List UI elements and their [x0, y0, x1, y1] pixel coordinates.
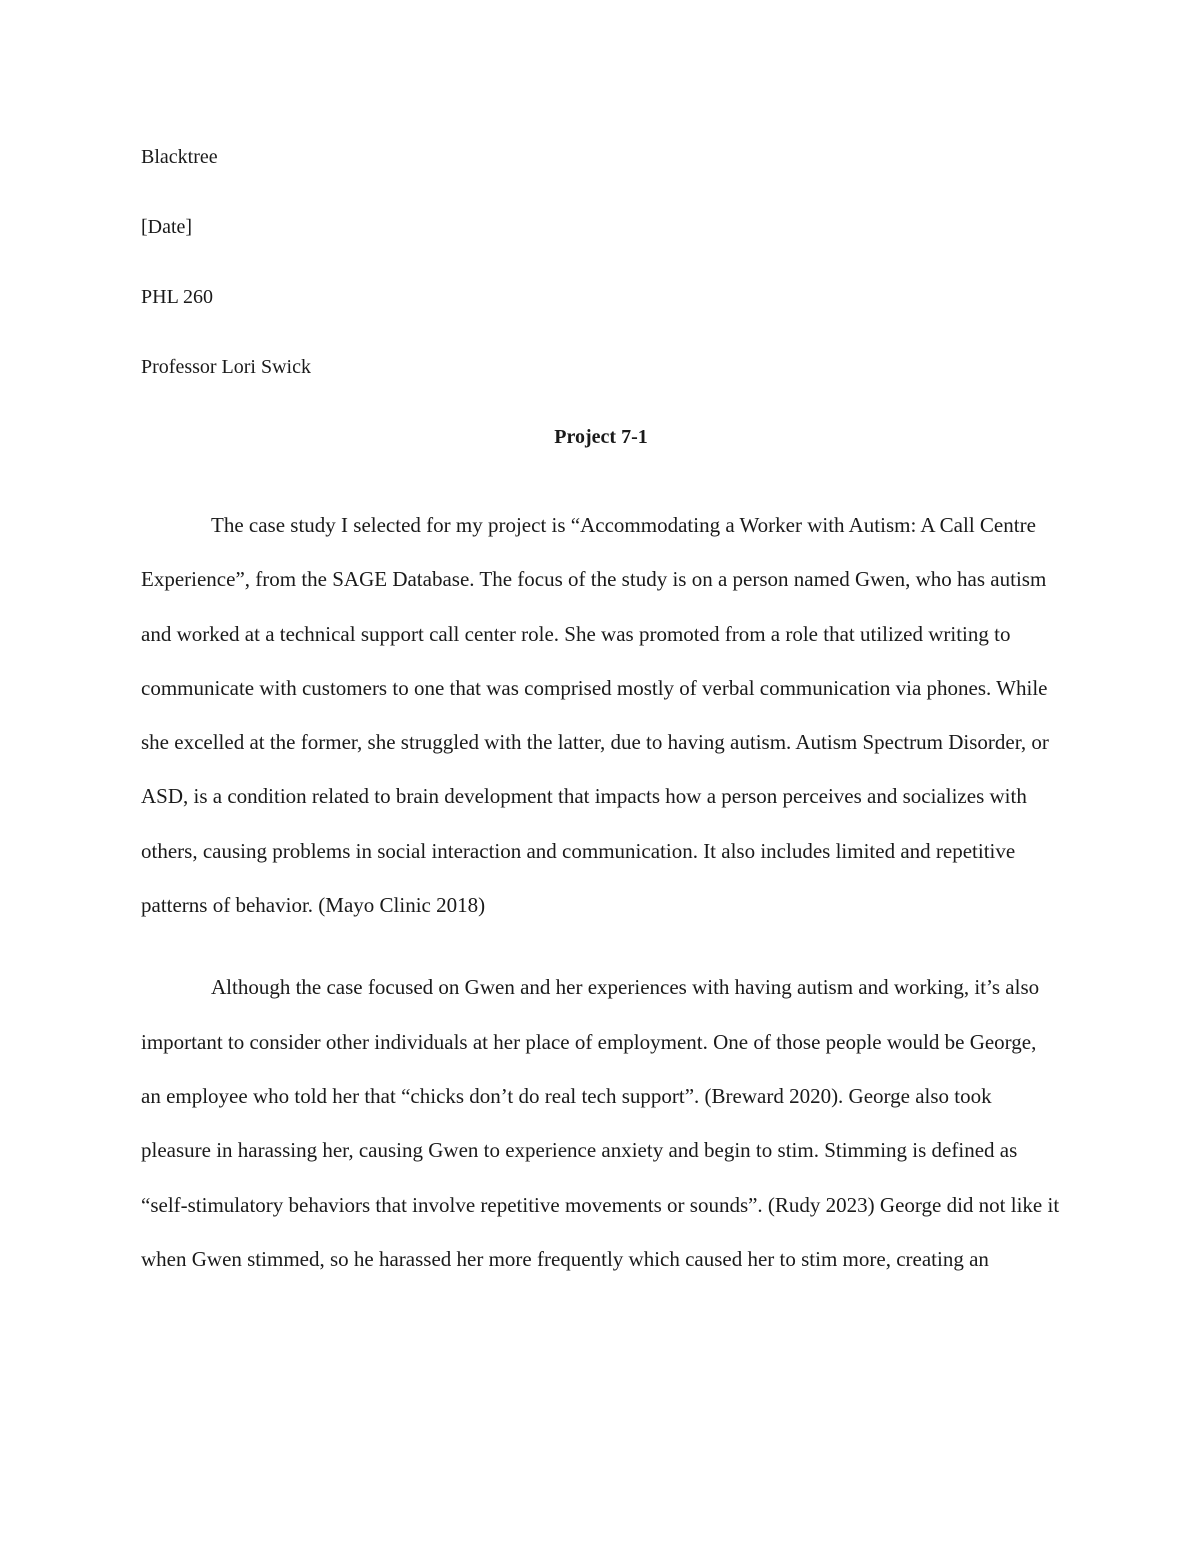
course-line: PHL 260: [141, 286, 214, 308]
paragraph-1: The case study I selected for my project is “Accommodating a Worker with Autism: A Call Centre Experience”, from the SAGE Database. The focus of the study is on a person named Gwen, who has autism and worked at a technical support call center role. She was promoted from a role that utilized writing to communicate with customers to one that was comprised mostly of verbal communication via phones. While she excelled at the former, she struggled with the latter, due to having autism. Autism Spectrum Disorder, or ASD, is a condition related to brain development that impacts how a person perceives and socializes with others, causing problems in social interaction and communication. It also includes limited and repetitive patterns of behavior. (Mayo Clinic 2018): [141, 513, 1049, 918]
author-name: Blacktree: [141, 146, 218, 168]
document-title: Project 7-1: [554, 426, 648, 448]
professor-line: Professor Lori Swick: [141, 356, 311, 378]
paragraph-2: Although the case focused on Gwen and her experiences with having autism and working, it’s also important to consider other individuals at her place of employment. One of those people would be George, an employee who told her that “chicks don’t do real tech support”. (Breward 2020). George also took pleasure in harassing her, causing Gwen to experience anxiety and begin to stim. Stimming is defined as “self-stimulatory behaviors that involve repetitive movements or sounds”. (Rudy 2023) George did not like it when Gwen stimmed, so he harassed her more frequently which caused her to stim more, creating an: [141, 975, 1060, 1271]
document-body: [141, 140, 1061, 1314]
date-line: [Date]: [141, 216, 193, 238]
